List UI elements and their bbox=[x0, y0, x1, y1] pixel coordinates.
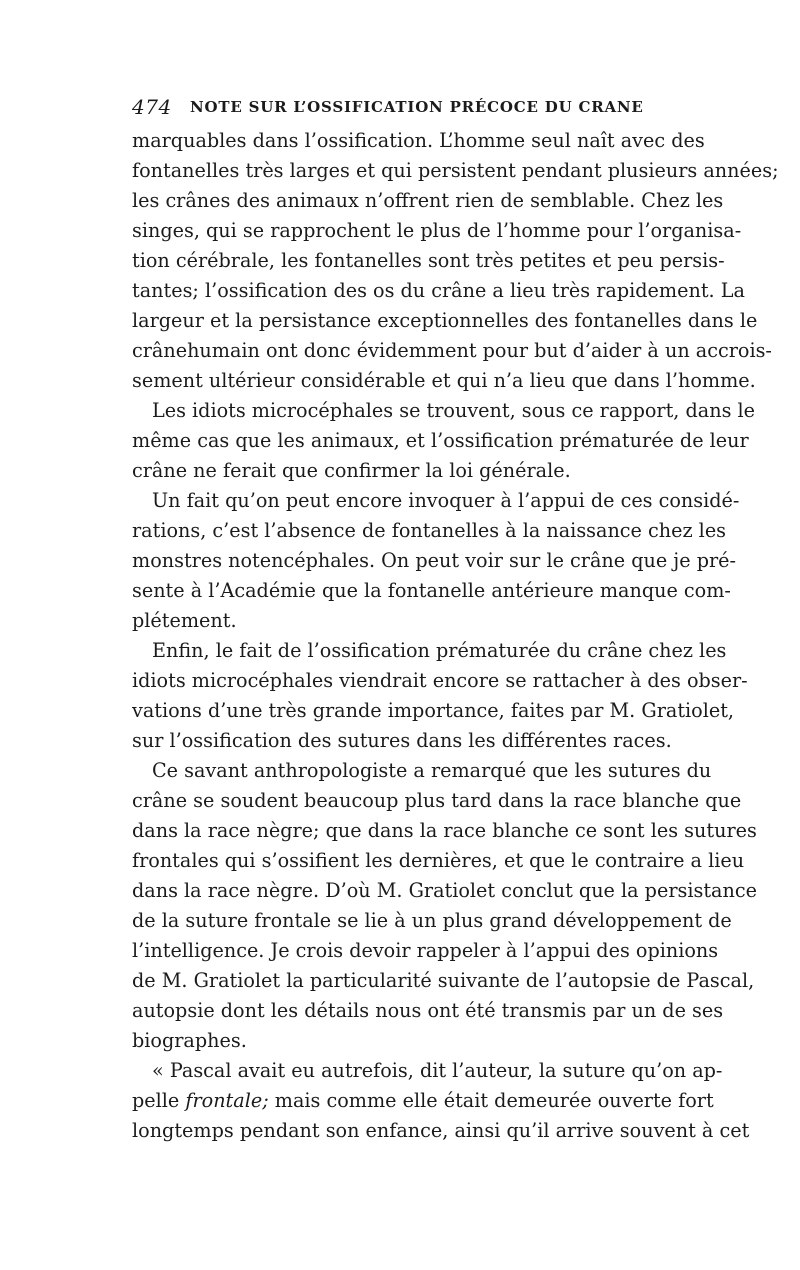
text-segment: mais comme elle était demeurée ouverte fort bbox=[268, 1089, 714, 1112]
text-line: sente à l’Académie que la fontanelle antérieure manque com- bbox=[132, 579, 731, 602]
text-line bbox=[132, 1086, 714, 1116]
italic-term: frontale; bbox=[185, 1089, 269, 1112]
text-line: marquables dans l’ossification. L’homme seul naît avec des bbox=[132, 129, 705, 152]
text-line: singes, qui se rapprochent le plus de l’homme pour l’organisa- bbox=[132, 219, 742, 242]
text-line: fontanelles très larges et qui persistent pendant plusieurs années; bbox=[132, 159, 779, 182]
text-line: largeur et la persistance exceptionnelles des fontanelles dans le bbox=[132, 309, 758, 332]
page-header bbox=[132, 95, 672, 119]
text-line: Ce savant anthropologiste a remarqué que les sutures du bbox=[152, 759, 712, 782]
text-line: les crânes des animaux n’offrent rien de semblable. Chez les bbox=[132, 189, 724, 212]
text-line: crâne se soudent beaucoup plus tard dans la race blanche que bbox=[132, 789, 742, 812]
text-line: autopsie dont les détails nous ont été transmis par un de ses bbox=[132, 999, 724, 1022]
text-line: biographes. bbox=[132, 1029, 247, 1052]
paragraph bbox=[132, 396, 756, 486]
text-line: frontales qui s’ossifient les dernières, et que le contraire a lieu bbox=[132, 849, 745, 872]
text-line: tion cérébrale, les fontanelles sont très petites et peu persis- bbox=[132, 249, 725, 272]
text-line: de la suture frontale se lie à un plus grand développement de bbox=[132, 909, 732, 932]
text-line: l’intelligence. Je crois devoir rappeler à l’appui des opinions bbox=[132, 939, 719, 962]
text-line: « Pascal avait eu autrefois, dit l’auteur, la suture qu’on ap- bbox=[152, 1059, 723, 1082]
paragraph bbox=[132, 756, 757, 1056]
paragraph bbox=[132, 126, 779, 396]
text-line: tantes; l’ossification des os du crâne a lieu très rapidement. La bbox=[132, 279, 745, 302]
text-line: plétement. bbox=[132, 609, 237, 632]
text-segment: pelle bbox=[132, 1089, 186, 1112]
paragraph bbox=[132, 636, 748, 756]
text-line: crânehumain ont donc évidemment pour but d’aider à un accrois- bbox=[132, 339, 772, 362]
text-line: sement ultérieur considérable et qui n’a lieu que dans l’homme. bbox=[132, 369, 756, 392]
text-line: crâne ne ferait que confirmer la loi générale. bbox=[132, 459, 571, 482]
text-line: Enfin, le fait de l’ossification prématurée du crâne chez les bbox=[152, 639, 727, 662]
text-line: Un fait qu’on peut encore invoquer à l’appui de ces considé- bbox=[152, 489, 740, 512]
text-line: Les idiots microcéphales se trouvent, sous ce rapport, dans le bbox=[152, 399, 756, 422]
text-line: rations, c’est l’absence de fontanelles à la naissance chez les bbox=[132, 519, 727, 542]
running-title: NOTE SUR L’OSSIFICATION PRÉCOCE DU CRANE bbox=[190, 98, 644, 116]
text-line: idiots microcéphales viendrait encore se rattacher à des obser- bbox=[132, 669, 748, 692]
text-line: monstres notencéphales. On peut voir sur le crâne que je pré- bbox=[132, 549, 737, 572]
text-line: dans la race nègre. D’où M. Gratiolet conclut que la persistance bbox=[132, 879, 757, 902]
text-line: dans la race nègre; que dans la race blanche ce sont les sutures bbox=[132, 819, 757, 842]
text-line: de M. Gratiolet la particularité suivante de l’autopsie de Pascal, bbox=[132, 969, 755, 992]
text-line: vations d’une très grande importance, faites par M. Gratiolet, bbox=[132, 699, 735, 722]
text-line: sur l’ossification des sutures dans les différentes races. bbox=[132, 729, 672, 752]
quotation-paragraph bbox=[132, 1056, 750, 1146]
text-line: longtemps pendant son enfance, ainsi qu’il arrive souvent à cet bbox=[132, 1119, 750, 1142]
text-line: même cas que les animaux, et l’ossification prématurée de leur bbox=[132, 429, 749, 452]
page-number: 474 bbox=[132, 95, 172, 119]
paragraph bbox=[132, 486, 740, 636]
body-text bbox=[132, 126, 779, 1146]
